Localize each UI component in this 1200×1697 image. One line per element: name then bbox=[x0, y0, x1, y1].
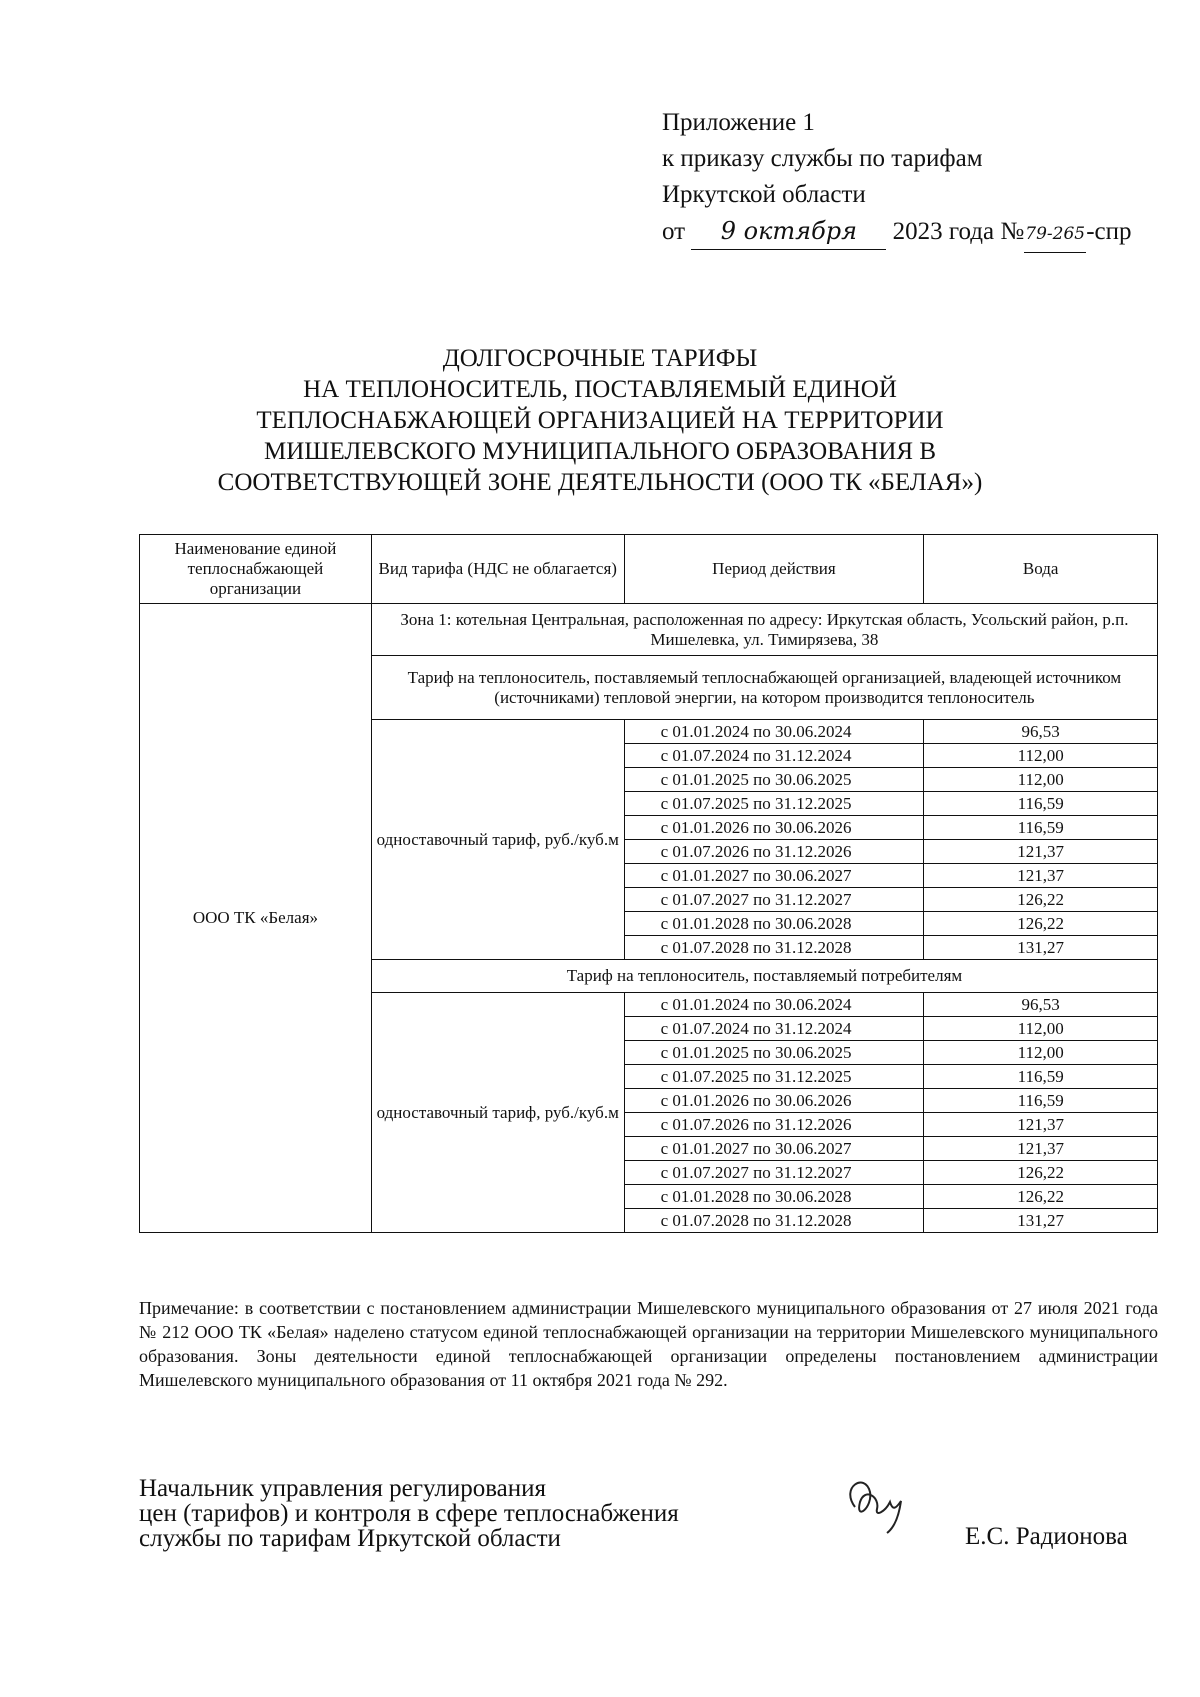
water-value-cell: 116,59 bbox=[924, 792, 1158, 816]
period-cell: с 01.07.2025 по 31.12.2025 bbox=[624, 1065, 924, 1089]
water-value-cell: 112,00 bbox=[924, 744, 1158, 768]
period-cell: с 01.07.2027 по 31.12.2027 bbox=[624, 1161, 924, 1185]
water-value-cell: 96,53 bbox=[924, 993, 1158, 1017]
title-line: ДОЛГОСРОЧНЫЕ ТАРИФЫ bbox=[442, 345, 758, 372]
header-org: Наименование единой теплоснабжающей организации bbox=[140, 535, 372, 604]
section1-title: Тариф на теплоноситель, поставляемый теплоснабжающей организацией, владеющей источником (источниками) тепловой энергии, на котором производится теплоноситель bbox=[371, 656, 1157, 720]
appendix-region: Иркутской области bbox=[662, 181, 866, 208]
period-cell: с 01.07.2027 по 31.12.2027 bbox=[624, 888, 924, 912]
period-cell: с 01.01.2024 по 30.06.2024 bbox=[624, 993, 924, 1017]
section2-title: Тариф на теплоноситель, поставляемый потребителям bbox=[371, 960, 1157, 993]
appendix-date-line bbox=[662, 213, 1132, 253]
period-cell: с 01.01.2027 по 30.06.2027 bbox=[624, 864, 924, 888]
position-line: службы по тарифам Иркутской области bbox=[139, 1525, 561, 1552]
zone-cell: Зона 1: котельная Центральная, расположенная по адресу: Иркутская область, Усольский район, р.п. Мишелевка, ул. Тимирязева, 38 bbox=[371, 604, 1157, 656]
period-cell: с 01.01.2028 по 30.06.2028 bbox=[624, 1185, 924, 1209]
position-line: Начальник управления регулирования bbox=[139, 1475, 547, 1502]
water-value-cell: 126,22 bbox=[924, 912, 1158, 936]
water-value-cell: 121,37 bbox=[924, 1137, 1158, 1161]
period-cell: с 01.01.2024 по 30.06.2024 bbox=[624, 720, 924, 744]
water-value-cell: 112,00 bbox=[924, 768, 1158, 792]
document-title bbox=[0, 343, 1200, 498]
period-cell: с 01.07.2024 по 31.12.2024 bbox=[624, 1017, 924, 1041]
period-cell: с 01.07.2028 по 31.12.2028 bbox=[624, 1209, 924, 1233]
handwritten-number: 79-265 bbox=[1024, 216, 1086, 253]
water-value-cell: 121,37 bbox=[924, 864, 1158, 888]
period-cell: с 01.07.2028 по 31.12.2028 bbox=[624, 936, 924, 960]
period-cell: с 01.01.2027 по 30.06.2027 bbox=[624, 1137, 924, 1161]
water-value-cell: 126,22 bbox=[924, 1161, 1158, 1185]
handwritten-signature bbox=[835, 1467, 925, 1537]
year-text: 2023 года № bbox=[892, 218, 1025, 245]
water-value-cell: 126,22 bbox=[924, 888, 1158, 912]
title-line: ТЕПЛОСНАБЖАЮЩЕЙ ОРГАНИЗАЦИЕЙ НА ТЕРРИТОРИИ bbox=[256, 407, 944, 434]
period-cell: с 01.07.2026 по 31.12.2026 bbox=[624, 1113, 924, 1137]
water-value-cell: 131,27 bbox=[924, 1209, 1158, 1233]
water-value-cell: 121,37 bbox=[924, 1113, 1158, 1137]
title-line: МИШЕЛЕВСКОГО МУНИЦИПАЛЬНОГО ОБРАЗОВАНИЯ В bbox=[263, 438, 937, 465]
signer-name: Е.С. Радионова bbox=[965, 1523, 1128, 1550]
water-value-cell: 116,59 bbox=[924, 1089, 1158, 1113]
period-cell: с 01.01.2026 по 30.06.2026 bbox=[624, 1089, 924, 1113]
period-cell: с 01.01.2028 по 30.06.2028 bbox=[624, 912, 924, 936]
period-cell: с 01.01.2026 по 30.06.2026 bbox=[624, 816, 924, 840]
period-cell: с 01.01.2025 по 30.06.2025 bbox=[624, 768, 924, 792]
water-value-cell: 126,22 bbox=[924, 1185, 1158, 1209]
header-water: Вода bbox=[924, 535, 1158, 604]
tariff-table bbox=[139, 534, 1158, 1233]
title-line: НА ТЕПЛОНОСИТЕЛЬ, ПОСТАВЛЯЕМЫЙ ЕДИНОЙ bbox=[303, 376, 897, 403]
water-value-cell: 112,00 bbox=[924, 1041, 1158, 1065]
period-cell: с 01.01.2025 по 30.06.2025 bbox=[624, 1041, 924, 1065]
position-line: цен (тарифов) и контроля в сфере теплоснабжения bbox=[139, 1500, 679, 1527]
handwritten-date: 9 октября bbox=[691, 213, 886, 250]
from-label: от bbox=[662, 218, 686, 245]
water-value-cell: 121,37 bbox=[924, 840, 1158, 864]
signer-position bbox=[139, 1476, 679, 1551]
number-suffix: -спр bbox=[1086, 218, 1132, 245]
title-line: СООТВЕТСТВУЮЩЕЙ ЗОНЕ ДЕЯТЕЛЬНОСТИ (ООО ТК «БЕЛАЯ») bbox=[217, 469, 983, 496]
water-value-cell: 112,00 bbox=[924, 1017, 1158, 1041]
period-cell: с 01.07.2025 по 31.12.2025 bbox=[624, 792, 924, 816]
organization-cell: ООО ТК «Белая» bbox=[140, 604, 372, 1233]
water-value-cell: 116,59 bbox=[924, 1065, 1158, 1089]
header-period: Период действия bbox=[624, 535, 924, 604]
note-paragraph: Примечание: в соответствии с постановлением администрации Мишелевского муниципального образования от 27 июля 2021 года № 212 ООО ТК «Белая» наделено статусом единой теплоснабжающей организации на территории Мишелевского муниципального образования. Зоны деятельности единой теплоснабжающей организации определены постановлением администрации Мишелевского муниципального образования от 11 октября 2021 года № 292. bbox=[139, 1298, 1158, 1390]
period-cell: с 01.07.2024 по 31.12.2024 bbox=[624, 744, 924, 768]
water-value-cell: 116,59 bbox=[924, 816, 1158, 840]
appendix-title: Приложение 1 bbox=[662, 109, 815, 136]
zone-row bbox=[140, 604, 1158, 656]
period-cell: с 01.07.2026 по 31.12.2026 bbox=[624, 840, 924, 864]
tariff-type-cell: одноставочный тариф, руб./куб.м bbox=[371, 720, 624, 960]
tariff-type-cell: одноставочный тариф, руб./куб.м bbox=[371, 993, 624, 1233]
appendix-order-ref: к приказу службы по тарифам bbox=[662, 145, 983, 172]
table-header-row bbox=[140, 535, 1158, 604]
water-value-cell: 96,53 bbox=[924, 720, 1158, 744]
appendix-block bbox=[662, 105, 1132, 253]
water-value-cell: 131,27 bbox=[924, 936, 1158, 960]
header-tariff-type: Вид тарифа (НДС не облагается) bbox=[371, 535, 624, 604]
